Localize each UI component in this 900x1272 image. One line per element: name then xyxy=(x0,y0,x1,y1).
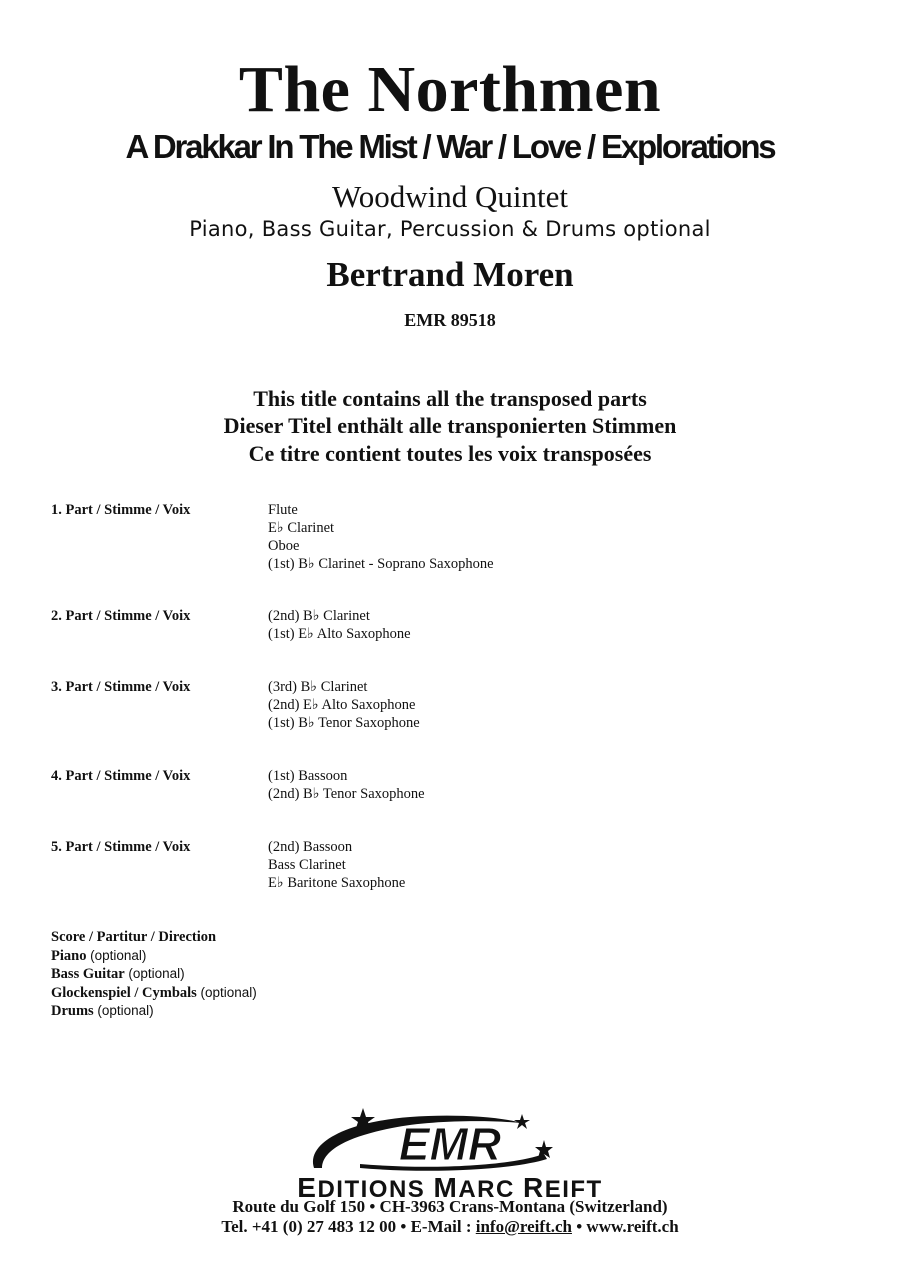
work-subtitle: A Drakkar In The Mist / War / Love / Explorations xyxy=(125,128,775,165)
part-3-instruments xyxy=(268,678,420,732)
logo-lettering: EMR xyxy=(398,1118,502,1170)
publisher-contact: Tel. +41 (0) 27 483 12 00 • E-Mail : info@reift.ch • www.reift.ch xyxy=(221,1217,679,1236)
instrument: Bass Clarinet xyxy=(268,857,346,873)
part-2-label: 2. Part / Stimme / Voix xyxy=(51,608,191,624)
instrument: E♭ Baritone Saxophone xyxy=(268,875,406,891)
notice-german: Dieser Titel enthält alle transponierten Stimmen xyxy=(223,413,677,438)
notice-french: Ce titre contient toutes les voix transposées xyxy=(248,441,652,466)
instrument: (1st) B♭ Tenor Saxophone xyxy=(268,715,420,731)
part-5-instruments xyxy=(268,838,405,892)
part-2-instruments xyxy=(268,607,411,643)
notice-english: This title contains all the transposed parts xyxy=(253,386,647,411)
part-5-label: 5. Part / Stimme / Voix xyxy=(51,839,191,855)
extra-item-score: Score / Partitur / Direction xyxy=(51,929,217,945)
part-1-label: 1. Part / Stimme / Voix xyxy=(51,502,191,518)
part-1-instruments xyxy=(268,501,494,573)
instrument: (2nd) E♭ Alto Saxophone xyxy=(268,697,416,713)
composer-name: Bertrand Moren xyxy=(326,255,574,294)
catalog-number: EMR 89518 xyxy=(404,310,496,330)
extra-item-bass-guitar: Bass Guitar (optional) xyxy=(51,966,185,982)
ensemble-name: Woodwind Quintet xyxy=(331,179,568,214)
instrument: (2nd) Bassoon xyxy=(268,839,353,855)
publisher-name: EDITIONS MARC REIFT xyxy=(297,1172,603,1203)
instrument: (2nd) B♭ Tenor Saxophone xyxy=(268,786,425,802)
instrument: E♭ Clarinet xyxy=(268,520,335,536)
extra-item-glockenspiel: Glockenspiel / Cymbals (optional) xyxy=(51,984,257,1001)
instrument: (1st) B♭ Clarinet - Soprano Saxophone xyxy=(268,556,494,572)
emr-logo xyxy=(300,1106,600,1174)
instrument: (1st) E♭ Alto Saxophone xyxy=(268,626,411,642)
work-title: The Northmen xyxy=(238,53,662,126)
part-3-label: 3. Part / Stimme / Voix xyxy=(51,679,191,695)
instrument: Oboe xyxy=(268,538,300,554)
extra-item-piano: Piano (optional) xyxy=(51,947,147,964)
extra-item-drums: Drums (optional) xyxy=(51,1003,154,1019)
email-link[interactable]: info@reift.ch xyxy=(475,1217,572,1236)
part-4-label: 4. Part / Stimme / Voix xyxy=(51,768,191,784)
instrument: (2nd) B♭ Clarinet xyxy=(268,608,370,624)
optional-instruments: Piano, Bass Guitar, Percussion & Drums optional xyxy=(189,217,711,241)
instrument: (1st) Bassoon xyxy=(268,768,348,784)
instrument: Flute xyxy=(268,502,298,518)
instrument: (3rd) B♭ Clarinet xyxy=(268,679,368,695)
additional-parts xyxy=(51,929,257,1021)
publisher-address: Route du Golf 150 • CH-3963 Crans-Montana (Switzerland) xyxy=(232,1197,668,1216)
part-4-instruments xyxy=(268,767,425,803)
